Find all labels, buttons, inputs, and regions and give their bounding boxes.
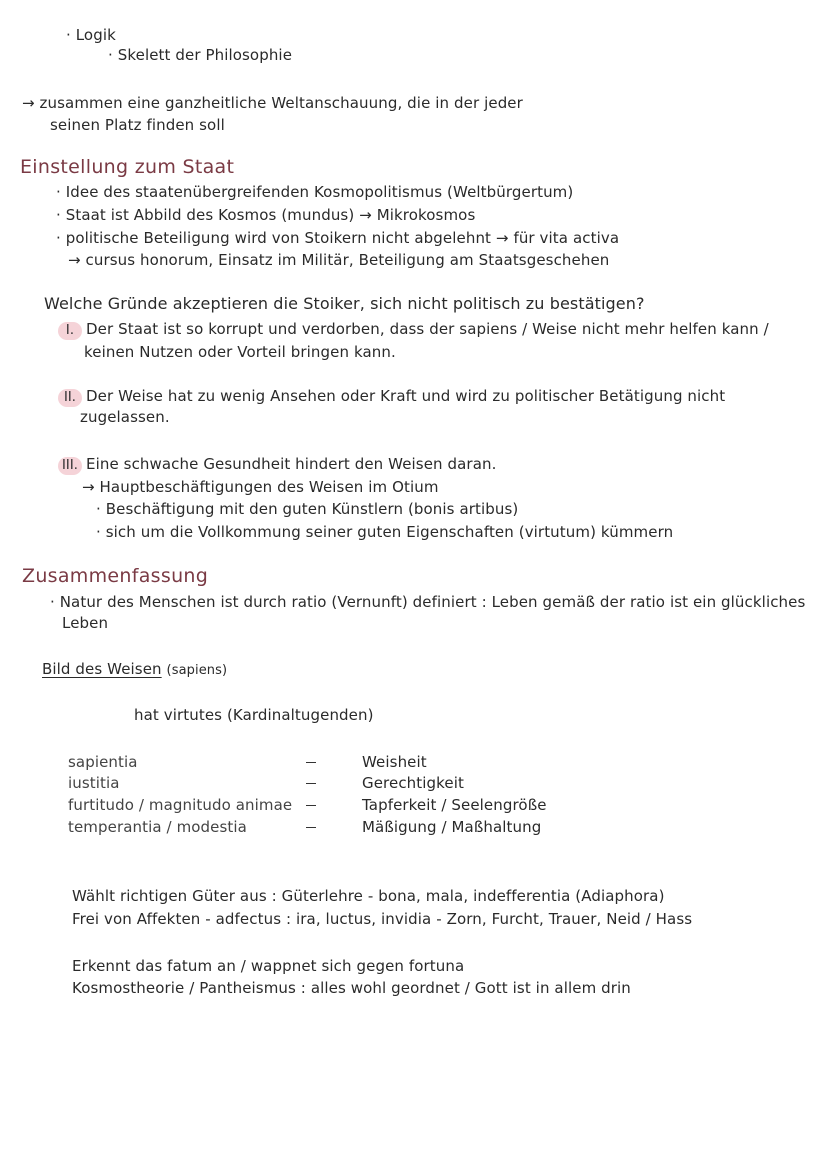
- reason-3-line-3: · Beschäftigung mit den guten Künstlern (bonis artibus): [96, 500, 519, 518]
- latin-virtue-2: iustitia: [68, 774, 120, 792]
- reason-1-text: Der Staat ist so korrupt und verdorben, dass der sapiens / Weise nicht mehr helfen kann /: [86, 320, 769, 338]
- zusammenfassung-line-2: Leben: [62, 614, 109, 632]
- summary-line-1: → zusammen eine ganzheitliche Weltanschauung, die in der jeder: [22, 94, 523, 112]
- fatum-line: Erkennt das fatum an / wappnet sich gegen fortuna: [72, 957, 465, 975]
- german-virtue-3: Tapferkeit / Seelengröße: [362, 796, 547, 814]
- reason-1-line-1: [58, 320, 769, 340]
- reason-1-line-2: keinen Nutzen oder Vorteil bringen kann.: [84, 343, 396, 361]
- staat-bullet-4: → cursus honorum, Einsatz im Militär, Beteiligung am Staatsgeschehen: [68, 251, 610, 269]
- reason-1-number: I.: [58, 322, 82, 340]
- gueter-line: Wählt richtigen Güter aus : Güterlehre - bona, mala, indefferentia (Adiaphora): [72, 887, 665, 905]
- affekte-line: Frei von Affekten - adfectus : ira, luctus, invidia - Zorn, Furcht, Trauer, Neid / Hass: [72, 910, 693, 928]
- zusammenfassung-line-1: · Natur des Menschen ist durch ratio (Vernunft) definiert : Leben gemäß der ratio ist ein glückliches: [50, 593, 806, 611]
- reason-2-number: II.: [58, 389, 82, 407]
- logik-bullet: · Logik: [66, 26, 116, 44]
- virtue-dash-3: [306, 805, 316, 806]
- virtue-dash-2: [306, 783, 316, 784]
- virtutes-line: hat virtutes (Kardinaltugenden): [134, 706, 374, 724]
- weise-title-line: [42, 660, 227, 680]
- weise-title-suffix: (sapiens): [166, 663, 228, 678]
- summary-line-2: seinen Platz finden soll: [50, 116, 225, 134]
- latin-virtue-1: sapientia: [68, 753, 138, 771]
- zusammenfassung-heading: Zusammenfassung: [22, 565, 209, 587]
- reason-3-number: III.: [58, 457, 82, 475]
- reason-2-line-2: zugelassen.: [80, 408, 170, 426]
- staat-bullet-2: · Staat ist Abbild des Kosmos (mundus) → Mikrokosmos: [56, 206, 476, 224]
- reason-3-line-4: · sich um die Vollkommung seiner guten Eigenschaften (virtutum) kümmern: [96, 523, 674, 541]
- reason-3-line-2: → Hauptbeschäftigungen des Weisen im Otium: [82, 478, 439, 496]
- virtue-dash-1: [306, 762, 316, 763]
- skelett-bullet: · Skelett der Philosophie: [108, 46, 293, 64]
- staat-bullet-3: · politische Beteiligung wird von Stoikern nicht abgelehnt → für vita activa: [56, 229, 620, 247]
- reason-2-text: Der Weise hat zu wenig Ansehen oder Kraft und wird zu politischer Betätigung nicht: [86, 387, 726, 405]
- kosmos-line: Kosmostheorie / Pantheismus : alles wohl geordnet / Gott ist in allem drin: [72, 979, 631, 997]
- virtue-dash-4: [306, 827, 316, 828]
- gruende-question: Welche Gründe akzeptieren die Stoiker, sich nicht politisch zu bestätigen?: [44, 294, 645, 313]
- staat-heading: Einstellung zum Staat: [20, 156, 235, 178]
- reason-3-text: Eine schwache Gesundheit hindert den Weisen daran.: [86, 455, 497, 473]
- reason-3-line-1: [58, 455, 496, 475]
- reason-2-line-1: [58, 387, 725, 407]
- german-virtue-2: Gerechtigkeit: [362, 774, 464, 792]
- staat-bullet-1: · Idee des staatenübergreifenden Kosmopolitismus (Weltbürgertum): [56, 183, 574, 201]
- latin-virtue-4: temperantia / modestia: [68, 818, 247, 836]
- german-virtue-4: Mäßigung / Maßhaltung: [362, 818, 542, 836]
- german-virtue-1: Weisheit: [362, 753, 427, 771]
- latin-virtue-3: furtitudo / magnitudo animae: [68, 796, 293, 814]
- weise-title: Bild des Weisen: [42, 660, 162, 678]
